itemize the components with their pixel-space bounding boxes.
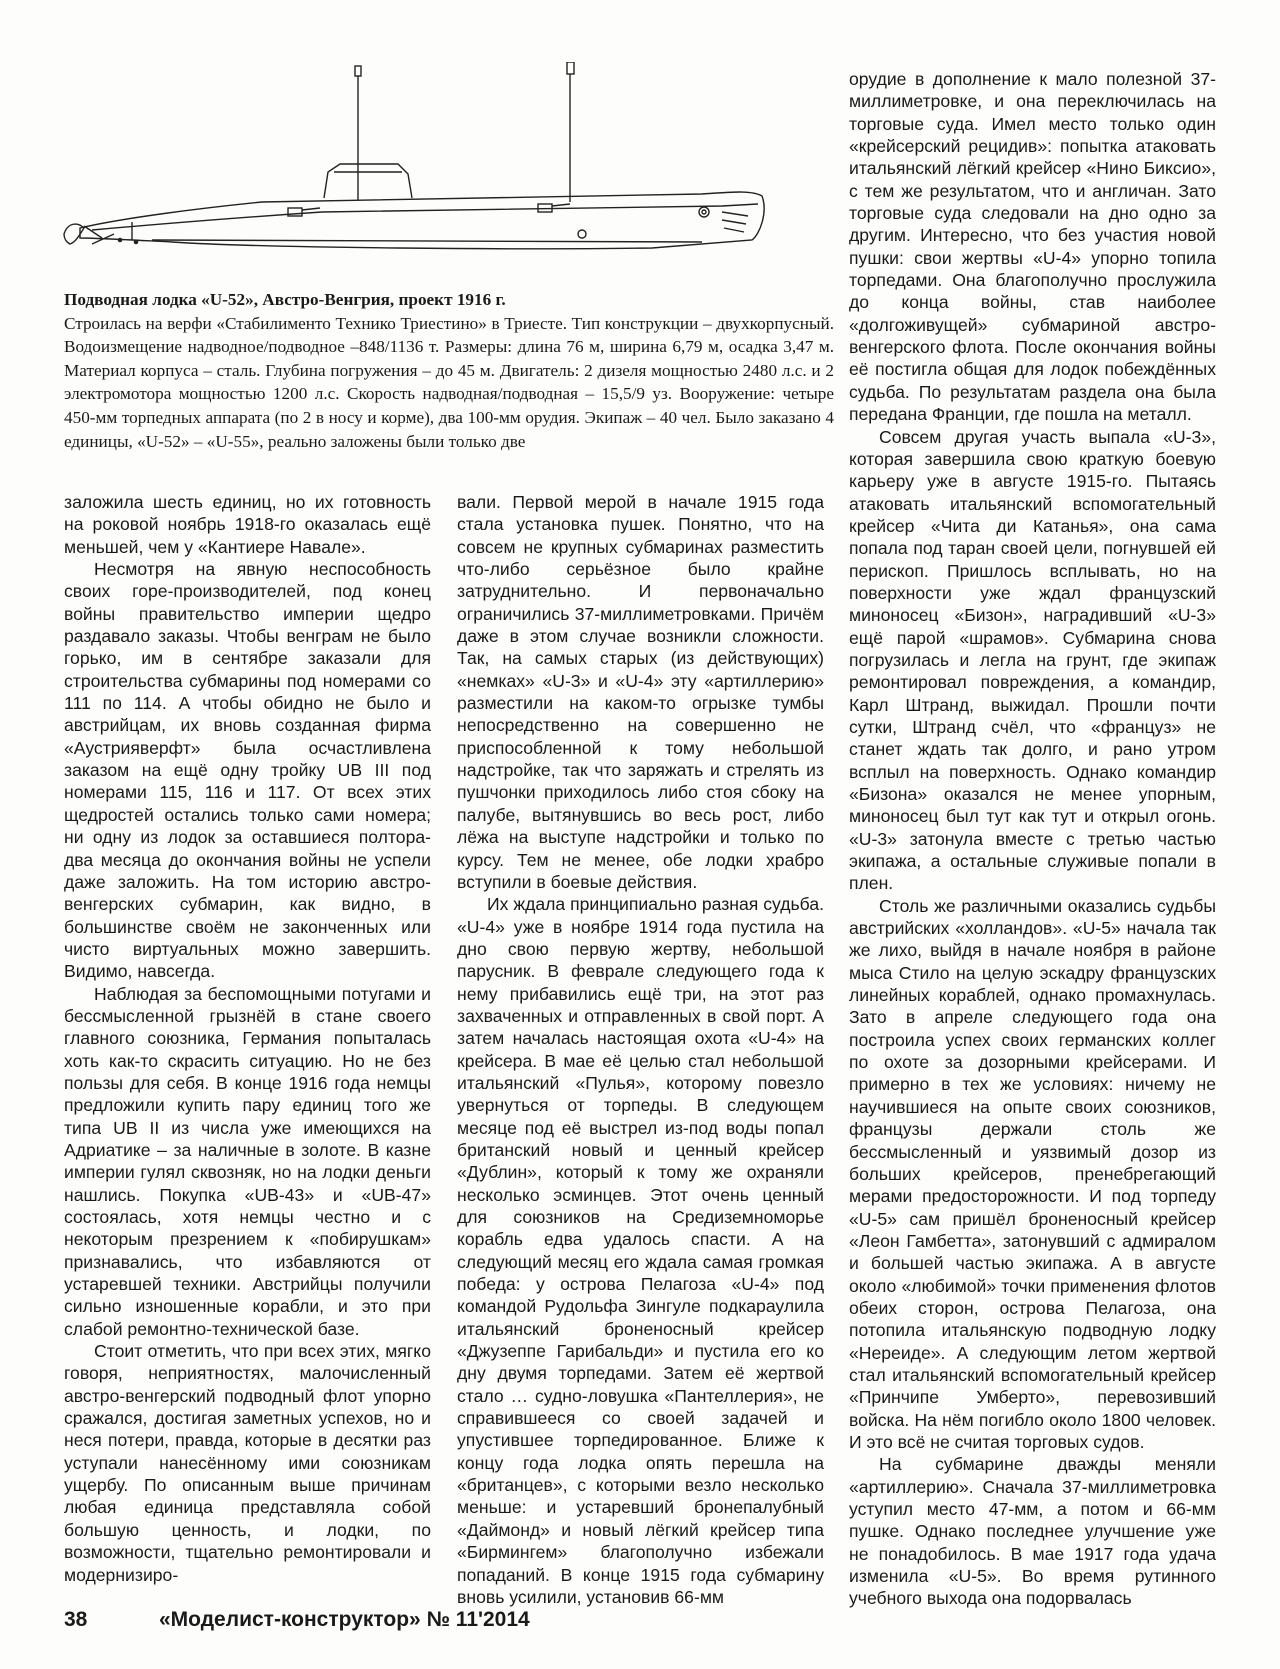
paragraph: Наблюдая за беспомощными потугами и бессмысленной грызнёй в стане своего главного союзника, Германия попыталась хоть как-то скрасить ситуацию. Но не без пользы для себя. В конце 1916 года немцы предложили купить пару единиц того же типа UB II из числа уже имеющихся на Адриатике – за наличные в золоте. В казне империи гулял сквозняк, но на лодки деньги нашлись. Покупка «UB-43» и «UB-47» состоялась, хотя немцы честно и с некоторым презрением к «побирушкам» признавались, что избавляются от устаревшей техники. Австрийцы получили сильно изношенные корабли, и это при слабой ремонтно-технической базе. [64, 983, 431, 1339]
caption-title: Подводная лодка «U-52», Австро-Венгрия, проект 1916 г. [64, 290, 506, 309]
paragraph: заложила шесть единиц, но их готовность на роковой ноябрь 1918-го оказалась ещё меньшей, чем у «Кантиере Навале». [64, 492, 431, 557]
magazine-title: «Моделист-конструктор» № 11'2014 [159, 1608, 530, 1631]
paragraph: На субмарине дважды меняли «артиллерию». Сначала 37-миллиметровка уступил место 47-мм, а потом и 66-мм пушке. Однако последнее улучшение уже не понадобилось. В мае 1917 года удача изменила «U-5». Во время рутинного учебного выхода она подорвалась [849, 1454, 1216, 1609]
paragraph: Столь же различными оказались судьбы австрийских «холландов». «U-5» начала так же лихо, выйдя в начале ноября в районе мыса Стило на целую эскадру французских линейных кораблей, однако промахнулась. Зато в апреле следующего года она построила успех своих германских коллег по охоте за дозорными крейсерами. И примерно в тех же условиях: ничему не научившиеся на опыте своих союзников, французы держали столь же бессмысленный и уязвимый дозор из больших крейсеров, пренебрегающий мерами предосторожности. И под торпеду «U-5» сам пришёл броненосный крейсер «Леон Гамбетта», затонувший с адмиралом и большей частью экипажа. А в августе около «любимой» точки применения флотов обеих сторон, острова Пелагоза, она потопила итальянскую подводную лодку «Нереиде». А следующим летом жертвой стал итальянский вспомогательный крейсер «Принчипе Умберто», перевозивший войска. На нём погибло около 1800 человек. И это всё не считая торговых судов. [849, 895, 1216, 1452]
paragraph: Совсем другая участь выпала «U-3», которая завершила свою краткую боевую карьеру уже в августе 1915-го. Пытаясь атаковать итальянский вспомогательный крейсер «Чита ди Катанья», она сама попала под таран своей цели, погнувшей ей перископ. Пришлось всплывать, но на поверхности уже ждал французский миноносец «Бизон», наградивший «U-3» ещё парой «шрамов». Субмарина снова погрузилась и легла на грунт, где экипаж ремонтировал повреждения, а командир, Карл Штранд, выжидал. Прошли почти сутки, Штранд счёл, что «француз» не станет ждать так долго, и рано утром всплыл на поверхность. Однако командир «Бизона» оказался не менее упорным, миноносец был тут как тут и открыл огонь. «U-3» затонула вместе с третью частью экипажа, а остальные служивые попали в плен. [849, 426, 1216, 894]
paragraph: Несмотря на явную неспособность своих горе-производителей, под конец войны правительство империи щедро раздавало заказы. Чтобы венграм не было горько, им в сентябре заказали для строительства субмарины под номерами со 111 по 114. А чтобы обидно не было и австрийцам, их вновь созданная фирма «Аустрияверфт» была осчастливлена заказом на ещё одну тройку UB III под номерами 115, 116 и 117. От всех этих щедростей остались только сами номера; ни одну из лодок за оставшиеся полтора-два месяца до окончания войны не успели даже заложить. На том историю австро-венгерских субмарин, как видно, в большинстве своём не законченных или чисто виртуальных можно завершить. Видимо, навсегда. [64, 559, 431, 982]
paragraph: Их ждала принципиально разная судьба. «U-4» уже в ноябре 1914 года пустила на дно свою первую жертву, небольшой парусник. В феврале следующего года к нему прибавились ещё три, на этот раз захваченных и отправленных в свой порт. А затем началась настоящая охота «U-4» на крейсера. В мае её целью стал небольшой итальянский «Пулья», которому повезло увернуться от торпеды. В следующем месяце под её выстрел из-под воды попал британский новый и ценный крейсер «Дублин», который к тому же охраняли несколько эсминцев. Этот очень ценный для союзников на Средиземноморье корабль едва удалось спасти. А на следующий месяц его ждала самая громкая победа: у острова Пелагоза «U-4» под командой Рудольфа Зингуле подкараулила итальянский броненосный крейсер «Джузеппе Гарибальди» и пустила его ко дну двумя торпедами. Затем её жертвой стало … судно-ловушка «Пантеллерия», не справившееся со своей задачей и упустившее торпедированное. Ближе к концу года лодка опять перешла на «британцев», с которыми везло несколько меньше: и устаревший бронепалубный «Даймонд» и новый лёгкий крейсер типа «Бирмингем» благополучно избежали попаданий. В конце 1915 года субмарину вновь усилили, установив 66-мм [457, 894, 824, 1607]
left-column [64, 491, 431, 1586]
submarine-side-view-icon [62, 62, 832, 284]
figure-caption [64, 288, 834, 453]
right-column [849, 68, 1216, 1610]
paragraph: орудие в дополнение к мало полезной 37-миллиметровке, и она переключилась на торговые суда. Имел место только один «крейсерский рецидив»: попытка атаковать итальянский лёгкий крейсер «Нино Биксио», с тем же результатом, что и англичан. Зато торговые суда следовали на дно одно за другим. Интересно, что без участия новой пушки: свои жертвы «U-4» упорно топила торпедами. Она благополучно прослужила до конца войны, став наиболее «долгоживущей» субмариной австро-венгерского флота. После окончания войны её постигла общая для лодок побеждённых судьба. По результатам раздела она была передана Франции, где пошла на металл. [849, 69, 1216, 425]
submarine-drawing [62, 62, 832, 284]
paragraph: вали. Первой мерой в начале 1915 года стала установка пушек. Понятно, что на совсем не крупных субмаринах разместить что-либо серьёзное было крайне затруднительно. И первоначально ограничились 37-миллиметровками. Причём даже в этом случае возникли сложности. Так, на самых старых (из действующих) «немках» «U-3» и «U-4» эту «артиллерию» разместили на каком-то огрызке тумбы непосредственно на совершенно не приспособленной к тому небольшой надстройке, так что заряжать и стрелять из пушчонки приходилось либо стоя сбоку на палубе, вытянувшись во весь рост, либо лёжа на выступе надстройки и только по курсу. Тем не менее, обе лодки храбро вступили в боевые действия. [457, 492, 824, 892]
middle-column [457, 491, 824, 1608]
page-number: 38 [64, 1608, 88, 1631]
caption-body: Строилась на верфи «Стабилименто Технико Триестино» в Триесте. Тип конструкции – двухкорпусный. Водоизмещение надводное/подводное –848/1136 т. Размеры: длина 76 м, ширина 6,79 м, осадка 3,47 м. Материал корпуса – сталь. Глубина погружения – до 45 м. Двигатель: 2 дизеля мощностью 2480 л.с. и 2 электромотора мощностью 1200 л.с. Скорость надводная/подводная – 15,5/9 уз. Вооружение: четыре 450-мм торпедных аппарата (по 2 в носу и корме), два 100-мм орудия. Экипаж – 40 чел. Было заказано 4 единицы, «U-52» – «U-55», реально заложены были только две [64, 313, 834, 451]
paragraph: Стоит отметить, что при всех этих, мягко говоря, неприятностях, малочисленный австро-венгерский подводный флот упорно сражался, достигая заметных успехов, но и неся потери, правда, которые в десятки раз уступали нанесённому ими союзникам ущербу. По описанным выше причинам любая единица представляла собой большую ценность, и лодки, по возможности, тщательно ремонтировали и модернизиро- [64, 1341, 431, 1585]
